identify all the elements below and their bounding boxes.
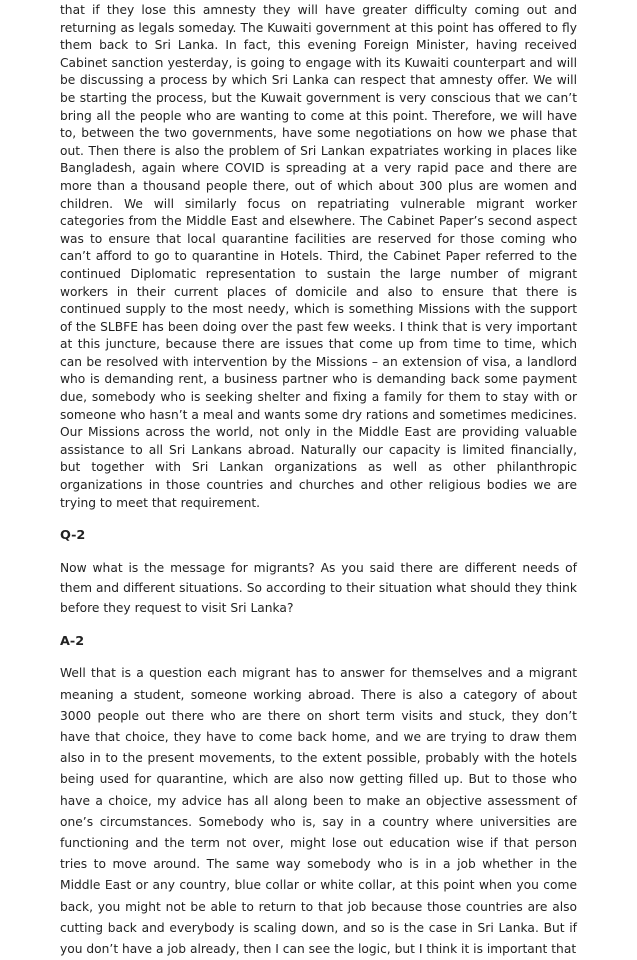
answer-text: Well that is a question each migrant has to answer for themselves and a migrant meaning a student, someone working abroad. There is also a category of about 3000 people out there who are there on short term visits and stuck, they don’t have that choice, they have to come back home, and we are trying to draw them also in to the present movements, to the extent possible, probably with the hotels being used for quarantine, which are also now getting filled up. But to those who have a choice, my advice has all along been to make an objective assessment of one’s circumstances. Somebody who is, say in a country where universities are functioning and the term not over, might lose out education wise if that person tries to move around. The same way somebody who is in a job whether in the Middle East or any country, blue collar or white collar, at this point when you come back, you might not be able to return to that job because those countries are also cutting back and everybody is scaling down, and so is the case in Sri Lanka. But if you don’t have a job already, then I can see the logic, but I think it is important that	[60, 666, 577, 957]
document-page	[60, 2, 577, 960]
answer-heading: A-2	[60, 633, 85, 649]
question-heading: Q-2	[60, 528, 86, 544]
body-paragraph-1: that if they lose this amnesty they will have greater difficulty coming out and returning as legals someday. The Kuwaiti government at this point has offered to fly them back to Sri Lanka. In fact, this evening Foreign Minister, having received Cabinet sanction yesterday, is going to engage with its Kuwaiti counterpart and will be discussing a process by which Sri Lanka can respect that amnesty offer. We will be starting the process, but the Kuwait government is very conscious that we can’t bring all the people who are wanting to come at this point. Therefore, we will have to, between the two governments, have some negotiations on how we phase that out. Then there is also the problem of Sri Lankan expatriates working in places like Bangladesh, again where COVID is spreading at a very rapid pace and there are more than a thousand people there, out of which about 300 plus are women and children. We will similarly focus on repatriating vulnerable migrant worker categories from the Middle East and elsewhere. The Cabinet Paper’s second aspect was to ensure that local quarantine facilities are reserved for those coming who can’t afford to go to quarantine in Hotels. Third, the Cabinet Paper referred to the continued Diplomatic representation to sustain the large number of migrant workers in their current places of domicile and also to ensure that there is continued supply to the most needy, which is something Missions with the support of the SLBFE has been doing over the past few weeks. I think that is very important at this juncture, because there are issues that come up from time to time, which can be resolved with intervention by the Missions – an extension of visa, a landlord who is demanding rent, a business partner who is demanding back some payment due, somebody who is seeking shelter and fixing a family for them to stay with or someone who hasn’t a meal and wants some dry rations and sometimes medicines. Our Missions across the world, not only in the Middle East are providing valuable assistance to all Sri Lankans abroad. Naturally our capacity is limited financially, but together with Sri Lankan organizations as well as other philanthropic organizations in those countries and churches and other religious bodies we are trying to meet that requirement.	[60, 3, 577, 510]
question-text: Now what is the message for migrants? As you said there are different needs of them and different situations. So according to their situation what should they think before they request to visit Sri Lanka?	[60, 560, 577, 615]
